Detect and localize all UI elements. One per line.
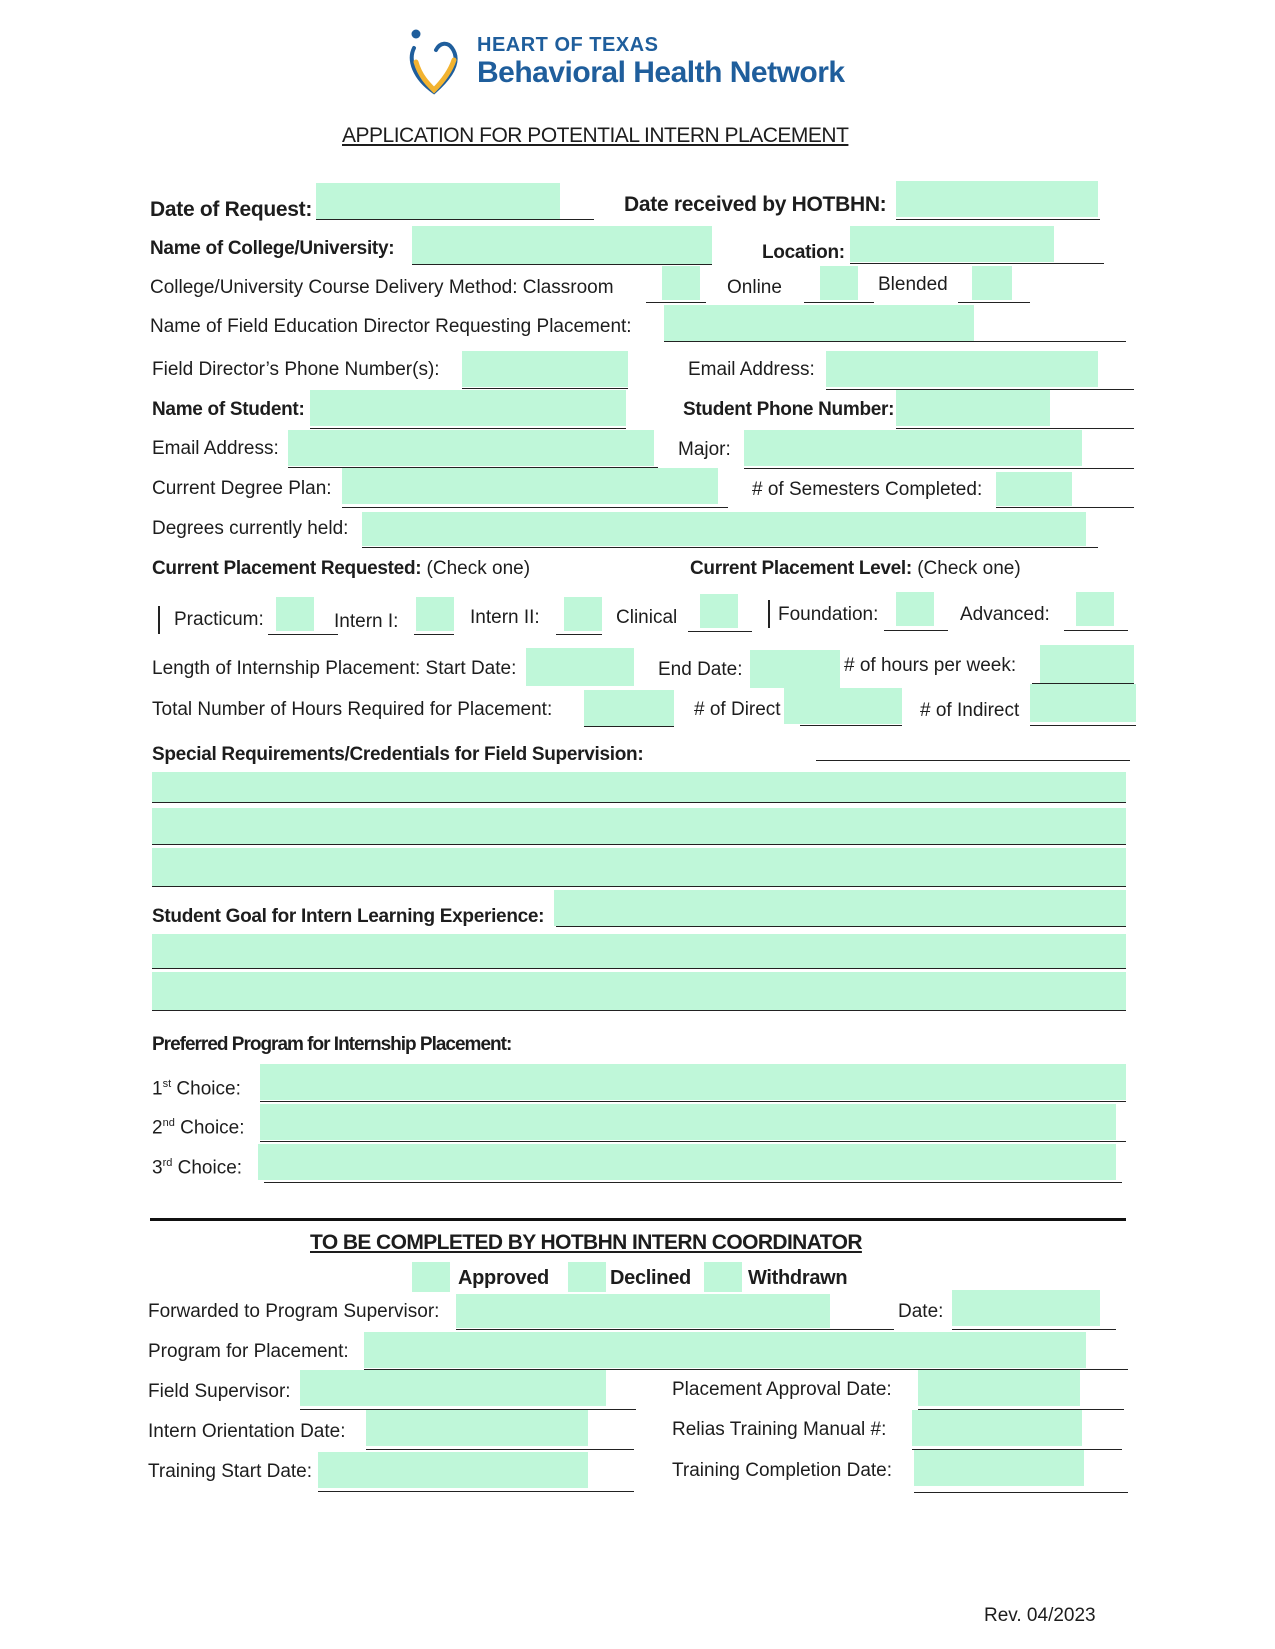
college-line — [412, 230, 712, 265]
college-label: Name of College/University: — [150, 238, 395, 259]
date-of-request-label: Date of Request: — [150, 198, 313, 221]
choice1-line — [260, 1064, 1126, 1102]
training-start-label: Training Start Date: — [148, 1461, 313, 1482]
major-line — [744, 433, 1134, 469]
blended-checkbox[interactable] — [972, 266, 1012, 300]
advanced-label: Advanced: — [960, 604, 1050, 625]
section-divider — [150, 1218, 1126, 1221]
student-name-label: Name of Student: — [152, 399, 305, 420]
intern1-line — [414, 600, 454, 635]
special-requirements-line-3 — [152, 848, 1126, 887]
withdrawn-label: Withdrawn — [748, 1267, 848, 1289]
student-email-label: Email Address: — [152, 438, 279, 459]
brand-line1: HEART OF TEXAS — [477, 34, 659, 56]
relias-line — [912, 1412, 1122, 1450]
form-title: APPLICATION FOR POTENTIAL INTERN PLACEMENT — [342, 124, 849, 147]
intern2-line — [556, 600, 602, 635]
delivery-method-label: College/University Course Delivery Method: Classroom — [150, 277, 614, 298]
special-requirements-line-1 — [152, 772, 1126, 803]
clinical-label: Clinical — [616, 607, 678, 628]
advanced-line — [1064, 596, 1128, 631]
field-supervisor-label: Field Supervisor: — [148, 1381, 291, 1402]
choice3-line — [264, 1146, 1122, 1183]
student-goal-line-0 — [556, 890, 1126, 927]
foundation-label: Foundation: — [778, 604, 879, 625]
clinical-line — [688, 598, 752, 632]
special-requirements-line-2 — [152, 808, 1126, 845]
major-label: Major: — [678, 439, 731, 460]
placement-requested-label: Current Placement Requested: — [152, 558, 422, 579]
date-of-request-field[interactable] — [316, 183, 560, 219]
start-date-field[interactable] — [526, 648, 634, 686]
classroom-checkbox[interactable] — [662, 266, 700, 300]
training-completion-label: Training Completion Date: — [672, 1460, 893, 1481]
choice3-number: 3 — [152, 1157, 163, 1179]
total-hours-label: Total Number of Hours Required for Placement: — [152, 699, 553, 720]
divider-bar — [158, 606, 160, 634]
program-label: Program for Placement: — [148, 1341, 349, 1362]
director-email-line — [826, 355, 1134, 390]
training-start-line — [318, 1454, 634, 1492]
heart-logo-icon — [404, 26, 466, 98]
revision-label: Rev. 04/2023 — [984, 1605, 1096, 1626]
relias-label: Relias Training Manual #: — [672, 1419, 887, 1440]
choice1-suffix: st — [162, 1078, 172, 1090]
forwarded-line — [456, 1294, 894, 1330]
student-phone-line — [896, 394, 1134, 429]
approved-checkbox[interactable] — [412, 1262, 450, 1292]
hours-week-line — [1032, 648, 1134, 684]
choice1-label — [152, 1072, 241, 1101]
brand-line2: Behavioral Health Network — [477, 56, 845, 89]
direct-line — [800, 690, 902, 726]
approval-date-label: Placement Approval Date: — [672, 1379, 892, 1400]
degrees-held-label: Degrees currently held: — [152, 518, 349, 539]
approval-date-line — [918, 1374, 1124, 1410]
choice2-line — [260, 1104, 1126, 1142]
indirect-label: # of Indirect — [920, 700, 1020, 721]
foundation-line — [884, 596, 948, 631]
choice2-suffix: nd — [162, 1117, 175, 1129]
student-name-line — [310, 394, 626, 429]
location-line — [850, 230, 1104, 264]
hours-week-label: # of hours per week: — [844, 655, 1017, 676]
practicum-label: Practicum: — [174, 609, 264, 630]
student-goal-line-2 — [152, 972, 1126, 1011]
choice3-label — [152, 1151, 242, 1180]
start-date-label: Length of Internship Placement: Start Date: — [152, 658, 517, 679]
choice3-text: Choice: — [172, 1157, 243, 1179]
placement-level-label: Current Placement Level: — [690, 558, 912, 579]
degree-plan-line — [342, 472, 728, 508]
choice2-number: 2 — [152, 1117, 163, 1139]
director-name-label: Name of Field Education Director Requesting Placement: — [150, 316, 632, 337]
choice3-suffix: rd — [162, 1157, 173, 1169]
director-name-line — [664, 310, 1126, 342]
choice2-label — [152, 1111, 245, 1140]
approved-label: Approved — [458, 1267, 549, 1289]
student-phone-label: Student Phone Number: — [683, 399, 895, 420]
intern1-label: Intern I: — [334, 611, 399, 632]
placement-level-heading — [690, 557, 1021, 581]
withdrawn-checkbox[interactable] — [704, 1262, 742, 1292]
placement-requested-heading — [152, 557, 530, 581]
forwarded-label: Forwarded to Program Supervisor: — [148, 1301, 440, 1322]
training-completion-line — [914, 1454, 1128, 1493]
choice2-text: Choice: — [174, 1117, 245, 1139]
declined-label: Declined — [610, 1267, 691, 1289]
student-goal-label: Student Goal for Intern Learning Experience: — [152, 906, 545, 927]
date-received-field[interactable] — [896, 181, 1098, 217]
location-label: Location: — [762, 242, 845, 263]
special-requirements-label: Special Requirements/Credentials for Field Supervision: — [152, 744, 644, 765]
total-hours-line — [584, 690, 674, 727]
special-requirements-line-0 — [816, 730, 1130, 761]
direct-label: # of Direct — [694, 699, 781, 720]
divider-bar-2 — [768, 600, 770, 628]
intern2-label: Intern II: — [470, 607, 540, 628]
orientation-date-line — [366, 1412, 634, 1450]
coordinator-section-title: TO BE COMPLETED BY HOTBHN INTERN COORDINATOR — [310, 1231, 862, 1254]
orientation-date-label: Intern Orientation Date: — [148, 1421, 346, 1442]
field-supervisor-line — [300, 1374, 636, 1410]
declined-checkbox[interactable] — [568, 1262, 606, 1292]
director-phone-line — [462, 355, 628, 389]
practicum-line — [268, 600, 338, 635]
placement-level-hint: (Check one) — [911, 558, 1021, 579]
degrees-held-line — [362, 512, 1098, 548]
forwarded-date-label: Date: — [898, 1301, 944, 1322]
placement-requested-hint: (Check one) — [421, 558, 531, 579]
indirect-line — [1030, 690, 1136, 726]
end-date-label: End Date: — [658, 659, 743, 680]
date-received-label: Date received by HOTBHN: — [624, 193, 887, 216]
program-line — [364, 1332, 1128, 1370]
student-email-line — [288, 433, 658, 468]
forwarded-date-line — [952, 1294, 1116, 1330]
director-phone-label: Field Director’s Phone Number(s): — [152, 359, 440, 380]
choice1-text: Choice: — [171, 1078, 241, 1100]
end-date-field[interactable] — [750, 650, 840, 688]
director-email-label: Email Address: — [688, 359, 815, 380]
semesters-label: # of Semesters Completed: — [752, 479, 983, 500]
online-checkbox[interactable] — [820, 266, 858, 300]
blended-label: Blended — [878, 274, 948, 295]
choice1-number: 1 — [152, 1078, 163, 1100]
semesters-line — [996, 472, 1134, 508]
preferred-program-label: Preferred Program for Internship Placement: — [152, 1034, 512, 1055]
student-goal-line-1 — [152, 934, 1126, 969]
degree-plan-label: Current Degree Plan: — [152, 478, 332, 499]
online-label: Online — [727, 277, 782, 298]
